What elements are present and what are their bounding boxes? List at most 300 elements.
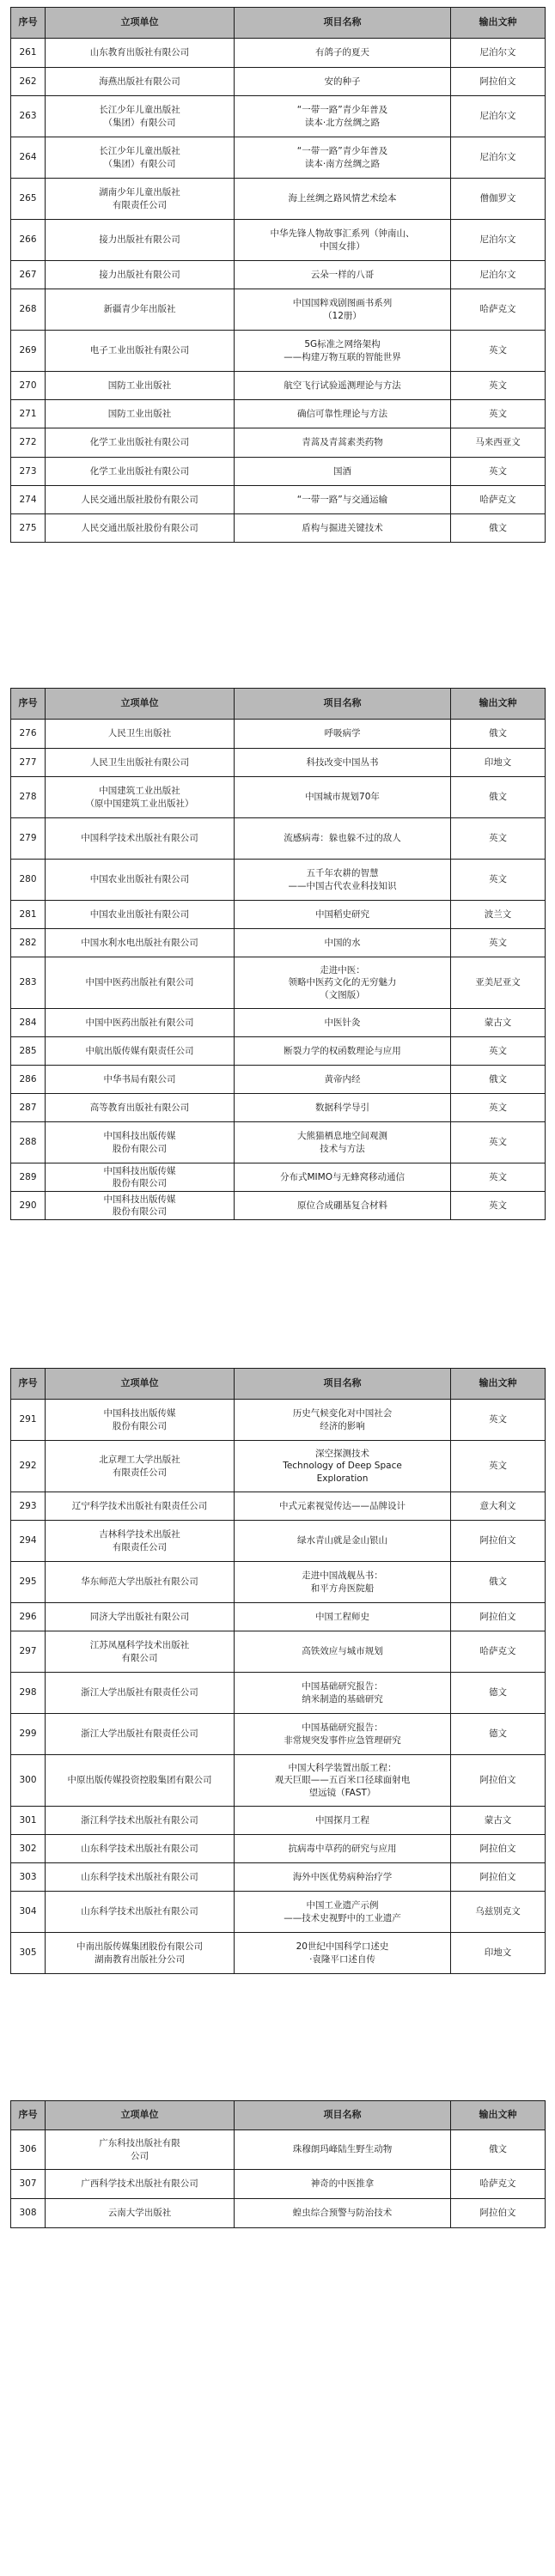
row-number-text: 271 bbox=[19, 408, 37, 419]
row-number-text: 268 bbox=[19, 304, 37, 315]
row-number-text: 296 bbox=[19, 1611, 37, 1622]
cell-applicant-unit bbox=[46, 137, 235, 179]
cell-output-language bbox=[451, 1492, 546, 1521]
project-title-text: “一带一路”青少年普及 读本·南方丝绸之路 bbox=[296, 146, 388, 169]
output-language-text: 尼泊尔文 bbox=[479, 111, 516, 122]
cell-applicant-unit bbox=[46, 1192, 235, 1220]
output-language-text: 俄文 bbox=[489, 792, 507, 803]
cell-project-title bbox=[235, 1094, 451, 1122]
table-row bbox=[11, 1122, 546, 1163]
project-table bbox=[10, 7, 546, 543]
cell-output-language bbox=[451, 400, 546, 428]
table-row bbox=[11, 1755, 546, 1807]
table-row bbox=[11, 1714, 546, 1755]
row-number-text: 303 bbox=[19, 1871, 37, 1882]
applicant-unit-text: 长江少年儿童出版社 （集团）有限公司 bbox=[99, 146, 180, 169]
cell-project-title bbox=[235, 514, 451, 543]
output-language-text: 阿拉伯文 bbox=[479, 1843, 516, 1854]
cell-output-language bbox=[451, 372, 546, 400]
project-title-text: 蝗虫综合预警与防治技术 bbox=[292, 2208, 393, 2219]
table-row bbox=[11, 400, 546, 428]
cell-project-title bbox=[235, 749, 451, 777]
cell-project-title bbox=[235, 137, 451, 179]
table-row bbox=[11, 1892, 546, 1933]
row-number-text: 288 bbox=[19, 1137, 37, 1148]
cell-applicant-unit bbox=[46, 179, 235, 220]
row-number-text: 287 bbox=[19, 1102, 37, 1113]
applicant-unit-text: 广东科技出版社有限 公司 bbox=[99, 2138, 180, 2161]
cell-row-number bbox=[11, 1807, 46, 1835]
output-language-text: 俄文 bbox=[489, 1577, 507, 1588]
table-row bbox=[11, 1603, 546, 1631]
applicant-unit-text: 化学工业出版社有限公司 bbox=[89, 437, 190, 448]
cell-applicant-unit bbox=[46, 220, 235, 261]
cell-row-number bbox=[11, 1933, 46, 1974]
header-applicant-unit bbox=[46, 8, 235, 39]
cell-applicant-unit bbox=[46, 777, 235, 818]
applicant-unit-text: 浙江科学技术出版社有限公司 bbox=[81, 1814, 198, 1826]
cell-row-number bbox=[11, 1835, 46, 1863]
cell-output-language bbox=[451, 1835, 546, 1863]
project-title-text: 走进中国战舰丛书： 和平方舟医院船 bbox=[302, 1571, 383, 1594]
cell-project-title bbox=[235, 1673, 451, 1714]
table-row bbox=[11, 179, 546, 220]
output-language-text: 马来西亚文 bbox=[475, 437, 521, 448]
cell-applicant-unit bbox=[46, 720, 235, 749]
table-row bbox=[11, 1835, 546, 1863]
output-language-text: 阿拉伯文 bbox=[479, 1611, 516, 1622]
table-row bbox=[11, 428, 546, 458]
cell-row-number bbox=[11, 1441, 46, 1492]
row-number-text: 284 bbox=[19, 1017, 37, 1028]
project-title-text: 中国大科学装置出版工程： 观天巨眼——五百米口径球面射电 望远镜（FAST） bbox=[274, 1763, 411, 1798]
project-title-text: 中国城市规划70年 bbox=[305, 792, 380, 803]
project-title-text: 走进中医： 领略中医药文化的无穷魅力 （文图版） bbox=[288, 965, 397, 1000]
row-number-text: 297 bbox=[19, 1646, 37, 1657]
output-language-text: 尼泊尔文 bbox=[479, 152, 516, 163]
cell-output-language bbox=[451, 68, 546, 96]
cell-applicant-unit bbox=[46, 400, 235, 428]
cell-row-number bbox=[11, 1009, 46, 1037]
applicant-unit-text: 中国农业出版社有限公司 bbox=[89, 874, 190, 885]
output-language-text: 哈萨克文 bbox=[479, 304, 516, 315]
cell-project-title bbox=[235, 901, 451, 929]
header-label: 立项单位 bbox=[120, 697, 159, 709]
cell-applicant-unit bbox=[46, 1441, 235, 1492]
header-row bbox=[11, 689, 546, 720]
output-language-text: 蒙古文 bbox=[484, 1017, 512, 1028]
applicant-unit-text: 中国科技出版传媒 股份有限公司 bbox=[103, 1131, 176, 1154]
project-title-text: 安的种子 bbox=[324, 76, 361, 87]
project-title-text: 大熊猫栖息地空间观测 技术与方法 bbox=[297, 1131, 387, 1154]
cell-output-language bbox=[451, 901, 546, 929]
applicant-unit-text: 北京理工大学出版社 有限责任公司 bbox=[99, 1455, 180, 1478]
applicant-unit-text: 人民卫生出版社 bbox=[107, 728, 172, 739]
applicant-unit-text: 山东教育出版社有限公司 bbox=[89, 47, 190, 58]
cell-applicant-unit bbox=[46, 39, 235, 68]
cell-project-title bbox=[235, 400, 451, 428]
header-output-language bbox=[451, 1369, 546, 1400]
project-title-text: 航空飞行试验遥测理论与方法 bbox=[284, 380, 401, 391]
table-row bbox=[11, 901, 546, 929]
cell-project-title bbox=[235, 261, 451, 289]
cell-row-number bbox=[11, 1892, 46, 1933]
cell-applicant-unit bbox=[46, 1009, 235, 1037]
table-row bbox=[11, 749, 546, 777]
applicant-unit-text: 同济大学出版社有限公司 bbox=[89, 1611, 190, 1622]
cell-output-language bbox=[451, 289, 546, 331]
cell-project-title bbox=[235, 818, 451, 860]
output-language-text: 俄文 bbox=[489, 522, 507, 533]
cell-row-number bbox=[11, 901, 46, 929]
cell-applicant-unit bbox=[46, 929, 235, 957]
header-label: 输出文种 bbox=[479, 1377, 517, 1389]
applicant-unit-text: 人民卫生出版社有限公司 bbox=[89, 756, 190, 768]
output-language-text: 德文 bbox=[489, 1728, 507, 1740]
cell-applicant-unit bbox=[46, 1673, 235, 1714]
table-row bbox=[11, 261, 546, 289]
project-title-text: “一带一路”青少年普及 读本·北方丝绸之路 bbox=[296, 105, 388, 128]
output-language-text: 英文 bbox=[489, 1171, 507, 1182]
table-row bbox=[11, 1933, 546, 1974]
row-number-text: 273 bbox=[19, 465, 37, 477]
applicant-unit-text: 山东科学技术出版社有限公司 bbox=[81, 1843, 198, 1854]
cell-project-title bbox=[235, 957, 451, 1009]
project-title-text: 断裂力学的权函数理论与应用 bbox=[284, 1045, 401, 1056]
cell-output-language bbox=[451, 2170, 546, 2199]
applicant-unit-text: 中国科技出版传媒 股份有限公司 bbox=[103, 1194, 176, 1217]
cell-output-language bbox=[451, 1755, 546, 1807]
output-language-text: 亚美尼亚文 bbox=[475, 977, 521, 988]
row-number-text: 265 bbox=[19, 193, 37, 204]
row-number-text: 277 bbox=[19, 756, 37, 768]
row-number-text: 269 bbox=[19, 345, 37, 356]
applicant-unit-text: 人民交通出版社股份有限公司 bbox=[81, 494, 198, 505]
header-row bbox=[11, 8, 546, 39]
cell-project-title bbox=[235, 68, 451, 96]
table-row bbox=[11, 1037, 546, 1066]
table-row bbox=[11, 372, 546, 400]
table-row bbox=[11, 220, 546, 261]
cell-project-title bbox=[235, 458, 451, 486]
project-title-text: 中国国粹戏剧图画书系列 （12册） bbox=[292, 298, 393, 321]
cell-project-title bbox=[235, 289, 451, 331]
cell-output-language bbox=[451, 39, 546, 68]
cell-applicant-unit bbox=[46, 1562, 235, 1603]
output-language-text: 阿拉伯文 bbox=[479, 1535, 516, 1546]
table-row bbox=[11, 137, 546, 179]
applicant-unit-text: 化学工业出版社有限公司 bbox=[89, 465, 190, 477]
cell-project-title bbox=[235, 1400, 451, 1441]
applicant-unit-text: 人民交通出版社股份有限公司 bbox=[81, 522, 198, 533]
row-number-text: 262 bbox=[19, 76, 37, 87]
cell-project-title bbox=[235, 1562, 451, 1603]
cell-applicant-unit bbox=[46, 1863, 235, 1892]
header-row bbox=[11, 1369, 546, 1400]
row-number-text: 292 bbox=[19, 1461, 37, 1472]
project-title-text: 历史气候变化对中国社会 经济的影响 bbox=[292, 1408, 393, 1431]
table-row bbox=[11, 1562, 546, 1603]
cell-output-language bbox=[451, 1673, 546, 1714]
output-language-text: 英文 bbox=[489, 1045, 507, 1056]
project-title-text: 中国的水 bbox=[324, 937, 361, 948]
project-title-text: 盾构与掘进关键技术 bbox=[302, 522, 383, 533]
cell-applicant-unit bbox=[46, 818, 235, 860]
cell-row-number bbox=[11, 2130, 46, 2170]
cell-row-number bbox=[11, 749, 46, 777]
cell-row-number bbox=[11, 2170, 46, 2199]
cell-applicant-unit bbox=[46, 2130, 235, 2170]
row-number-text: 283 bbox=[19, 977, 37, 988]
cell-project-title bbox=[235, 1603, 451, 1631]
applicant-unit-text: 中国农业出版社有限公司 bbox=[89, 908, 190, 920]
header-label: 输出文种 bbox=[479, 697, 517, 709]
table-row bbox=[11, 68, 546, 96]
project-title-text: 青蒿及青蒿素类药物 bbox=[302, 437, 383, 448]
output-language-text: 英文 bbox=[489, 833, 507, 844]
header-label: 立项单位 bbox=[120, 2109, 159, 2121]
cell-row-number bbox=[11, 1163, 46, 1192]
output-language-text: 英文 bbox=[489, 874, 507, 885]
cell-row-number bbox=[11, 39, 46, 68]
cell-applicant-unit bbox=[46, 749, 235, 777]
row-number-text: 294 bbox=[19, 1535, 37, 1546]
cell-row-number bbox=[11, 514, 46, 543]
project-title-text: 确信可靠性理论与方法 bbox=[297, 408, 387, 419]
row-number-text: 304 bbox=[19, 1906, 37, 1917]
cell-applicant-unit bbox=[46, 514, 235, 543]
cell-applicant-unit bbox=[46, 331, 235, 372]
cell-applicant-unit bbox=[46, 96, 235, 137]
table-row bbox=[11, 96, 546, 137]
cell-output-language bbox=[451, 1562, 546, 1603]
cell-output-language bbox=[451, 929, 546, 957]
row-number-text: 306 bbox=[19, 2144, 37, 2155]
cell-project-title bbox=[235, 96, 451, 137]
table-row bbox=[11, 1009, 546, 1037]
applicant-unit-text: 国防工业出版社 bbox=[107, 408, 172, 419]
header-row-number bbox=[11, 8, 46, 39]
cell-applicant-unit bbox=[46, 1631, 235, 1673]
row-number-text: 308 bbox=[19, 2208, 37, 2219]
row-number-text: 264 bbox=[19, 152, 37, 163]
project-title-text: 有鸽子的夏天 bbox=[315, 47, 369, 58]
table-row bbox=[11, 818, 546, 860]
output-language-text: 哈萨克文 bbox=[479, 494, 516, 505]
header-label: 项目名称 bbox=[323, 1377, 362, 1389]
cell-output-language bbox=[451, 428, 546, 458]
cell-output-language bbox=[451, 1933, 546, 1974]
project-title-text: 海上丝绸之路风情艺术绘本 bbox=[288, 193, 397, 204]
header-label: 立项单位 bbox=[120, 16, 159, 28]
table-row bbox=[11, 331, 546, 372]
header-label: 项目名称 bbox=[323, 2109, 362, 2121]
applicant-unit-text: 山东科学技术出版社有限公司 bbox=[81, 1906, 198, 1917]
applicant-unit-text: 长江少年儿童出版社 （集团）有限公司 bbox=[99, 105, 180, 128]
header-label: 序号 bbox=[18, 16, 38, 28]
cell-output-language bbox=[451, 1631, 546, 1673]
header-project-title bbox=[235, 8, 451, 39]
cell-applicant-unit bbox=[46, 1835, 235, 1863]
header-label: 项目名称 bbox=[323, 697, 362, 709]
cell-applicant-unit bbox=[46, 68, 235, 96]
row-number-text: 282 bbox=[19, 937, 37, 948]
cell-applicant-unit bbox=[46, 1807, 235, 1835]
project-title-text: 珠穆朗玛峰陆生野生动物 bbox=[292, 2144, 393, 2155]
cell-row-number bbox=[11, 220, 46, 261]
cell-project-title bbox=[235, 1066, 451, 1094]
cell-output-language bbox=[451, 1521, 546, 1562]
applicant-unit-text: 海燕出版社有限公司 bbox=[99, 76, 180, 87]
output-language-text: 印地文 bbox=[484, 1947, 512, 1959]
applicant-unit-text: 中国水利水电出版社有限公司 bbox=[81, 937, 198, 948]
cell-project-title bbox=[235, 929, 451, 957]
cell-output-language bbox=[451, 1192, 546, 1220]
cell-project-title bbox=[235, 720, 451, 749]
header-row bbox=[11, 2101, 546, 2130]
header-output-language bbox=[451, 2101, 546, 2130]
output-language-text: 俄文 bbox=[489, 2144, 507, 2155]
project-title-text: 海外中医优势病种治疗学 bbox=[292, 1871, 393, 1882]
cell-project-title bbox=[235, 2170, 451, 2199]
applicant-unit-text: 中南出版传媒集团股份有限公司 湖南教育出版社分公司 bbox=[76, 1941, 203, 1965]
applicant-unit-text: 湖南少年儿童出版社 有限责任公司 bbox=[99, 187, 180, 210]
table-row bbox=[11, 1521, 546, 1562]
applicant-unit-text: 云南大学出版社 bbox=[107, 2208, 172, 2219]
row-number-text: 266 bbox=[19, 234, 37, 246]
table-row bbox=[11, 957, 546, 1009]
table-row bbox=[11, 289, 546, 331]
cell-project-title bbox=[235, 486, 451, 514]
cell-applicant-unit bbox=[46, 2199, 235, 2228]
cell-row-number bbox=[11, 929, 46, 957]
table-row bbox=[11, 929, 546, 957]
applicant-unit-text: 中国科学技术出版社有限公司 bbox=[81, 833, 198, 844]
header-label: 项目名称 bbox=[323, 16, 362, 28]
row-number-text: 300 bbox=[19, 1775, 37, 1786]
cell-applicant-unit bbox=[46, 1122, 235, 1163]
header-label: 序号 bbox=[18, 2109, 38, 2121]
project-title-text: 深空探测技术 Technology of Deep Space Exploration bbox=[283, 1449, 402, 1484]
table-row bbox=[11, 777, 546, 818]
cell-applicant-unit bbox=[46, 289, 235, 331]
cell-applicant-unit bbox=[46, 1066, 235, 1094]
project-title-text: 20世纪中国科学口述史 ·袁隆平口述自传 bbox=[296, 1941, 389, 1965]
row-number-text: 291 bbox=[19, 1414, 37, 1425]
output-language-text: 蒙古文 bbox=[484, 1814, 512, 1826]
cell-output-language bbox=[451, 860, 546, 901]
cell-applicant-unit bbox=[46, 1892, 235, 1933]
cell-project-title bbox=[235, 1163, 451, 1192]
output-language-text: 意大利文 bbox=[479, 1500, 516, 1511]
applicant-unit-text: 中华书局有限公司 bbox=[103, 1073, 176, 1084]
table-row bbox=[11, 458, 546, 486]
output-language-text: 尼泊尔文 bbox=[479, 269, 516, 280]
applicant-unit-text: 中国中医药出版社有限公司 bbox=[85, 977, 194, 988]
output-language-text: 乌兹别克文 bbox=[475, 1906, 521, 1917]
table-row bbox=[11, 1863, 546, 1892]
row-number-text: 278 bbox=[19, 792, 37, 803]
cell-output-language bbox=[451, 1009, 546, 1037]
row-number-text: 286 bbox=[19, 1073, 37, 1084]
output-language-text: 英文 bbox=[489, 465, 507, 477]
row-number-text: 274 bbox=[19, 494, 37, 505]
table-row bbox=[11, 39, 546, 68]
cell-row-number bbox=[11, 1094, 46, 1122]
output-language-text: 波兰文 bbox=[484, 908, 512, 920]
output-language-text: 哈萨克文 bbox=[479, 1646, 516, 1657]
output-language-text: 哈萨克文 bbox=[479, 2178, 516, 2190]
applicant-unit-text: 高等教育出版社有限公司 bbox=[89, 1102, 190, 1113]
cell-project-title bbox=[235, 428, 451, 458]
applicant-unit-text: 新疆青少年出版社 bbox=[103, 304, 176, 315]
applicant-unit-text: 中国建筑工业出版社 （原中国建筑工业出版社） bbox=[85, 786, 194, 809]
cell-project-title bbox=[235, 1441, 451, 1492]
cell-applicant-unit bbox=[46, 1755, 235, 1807]
table-row bbox=[11, 486, 546, 514]
cell-project-title bbox=[235, 1492, 451, 1521]
cell-row-number bbox=[11, 372, 46, 400]
output-language-text: 英文 bbox=[489, 937, 507, 948]
cell-output-language bbox=[451, 331, 546, 372]
row-number-text: 302 bbox=[19, 1843, 37, 1854]
table-row bbox=[11, 2199, 546, 2228]
project-title-text: 流感病毒：躲也躲不过的敌人 bbox=[284, 833, 401, 844]
cell-project-title bbox=[235, 331, 451, 372]
project-title-text: 抗病毒中草药的研究与应用 bbox=[288, 1843, 397, 1854]
cell-output-language bbox=[451, 137, 546, 179]
cell-project-title bbox=[235, 372, 451, 400]
cell-applicant-unit bbox=[46, 2170, 235, 2199]
cell-project-title bbox=[235, 1009, 451, 1037]
project-title-text: 国酒 bbox=[333, 465, 351, 477]
cell-row-number bbox=[11, 957, 46, 1009]
cell-row-number bbox=[11, 1863, 46, 1892]
cell-output-language bbox=[451, 1400, 546, 1441]
cell-row-number bbox=[11, 331, 46, 372]
cell-row-number bbox=[11, 2199, 46, 2228]
applicant-unit-text: 中国科技出版传媒 股份有限公司 bbox=[103, 1165, 176, 1188]
cell-row-number bbox=[11, 1603, 46, 1631]
project-title-text: 中国稻史研究 bbox=[315, 908, 369, 920]
cell-output-language bbox=[451, 458, 546, 486]
header-project-title bbox=[235, 2101, 451, 2130]
cell-applicant-unit bbox=[46, 957, 235, 1009]
cell-output-language bbox=[451, 179, 546, 220]
table-row bbox=[11, 1631, 546, 1673]
table-row bbox=[11, 1066, 546, 1094]
cell-applicant-unit bbox=[46, 486, 235, 514]
row-number-text: 299 bbox=[19, 1728, 37, 1740]
header-label: 序号 bbox=[18, 1377, 38, 1389]
output-language-text: 俄文 bbox=[489, 728, 507, 739]
cell-output-language bbox=[451, 96, 546, 137]
cell-row-number bbox=[11, 1122, 46, 1163]
row-number-text: 272 bbox=[19, 437, 37, 448]
cell-output-language bbox=[451, 720, 546, 749]
cell-output-language bbox=[451, 220, 546, 261]
cell-project-title bbox=[235, 1122, 451, 1163]
project-title-text: “一带一路”与交通运输 bbox=[296, 494, 388, 505]
cell-applicant-unit bbox=[46, 261, 235, 289]
cell-output-language bbox=[451, 1037, 546, 1066]
header-label: 序号 bbox=[18, 697, 38, 709]
cell-row-number bbox=[11, 137, 46, 179]
cell-applicant-unit bbox=[46, 860, 235, 901]
cell-row-number bbox=[11, 1492, 46, 1521]
cell-row-number bbox=[11, 860, 46, 901]
output-language-text: 英文 bbox=[489, 1200, 507, 1211]
